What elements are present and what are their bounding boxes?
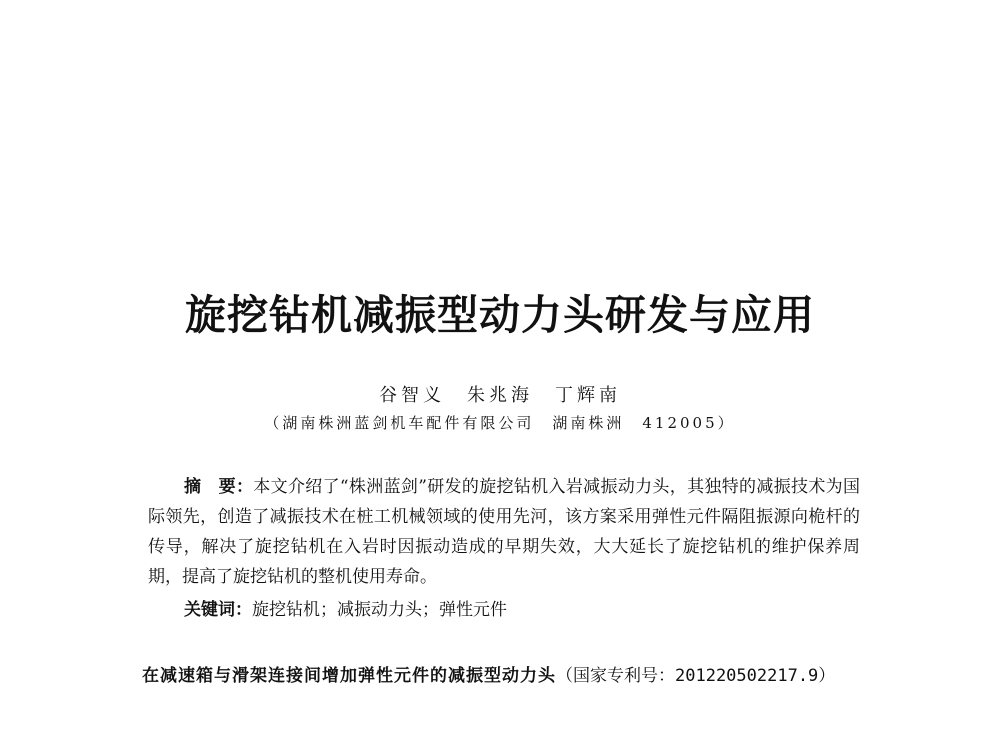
- keywords-line: [184, 595, 507, 620]
- abstract-paragraph: [148, 472, 860, 592]
- abstract-text: 本文介绍了“株洲蓝剑”研发的旋挖钻机入岩减振动力头，其独特的减振技术为国际领先，创造了减振技术在桩工机械领域的使用先河，该方案采用弹性元件隔阻振源向桅杆的传导，解决了旋挖钻机在入岩时因振动造成的早期失效，大大延长了旋挖钻机的维护保养周期，提高了旋挖钻机的整机使用寿命。: [148, 477, 860, 587]
- author-list: 谷智义 朱兆海 丁辉南: [379, 385, 621, 406]
- paper-title: 旋挖钻机减振型动力头研发与应用: [185, 291, 815, 339]
- author-affiliation: （湖南株洲蓝剑机车配件有限公司 湖南株洲 412005）: [264, 414, 736, 432]
- keywords-text: 旋挖钻机；减振动力头；弹性元件: [252, 600, 507, 620]
- patent-note-title: 在减速箱与滑架连接间增加弹性元件的减振型动力头: [142, 666, 556, 686]
- keywords-label: 关键词：: [184, 600, 252, 620]
- patent-number: （国家专利号：201220502217.9）: [556, 666, 836, 686]
- abstract-label: 摘 要：: [184, 477, 254, 497]
- patent-note: [106, 662, 906, 690]
